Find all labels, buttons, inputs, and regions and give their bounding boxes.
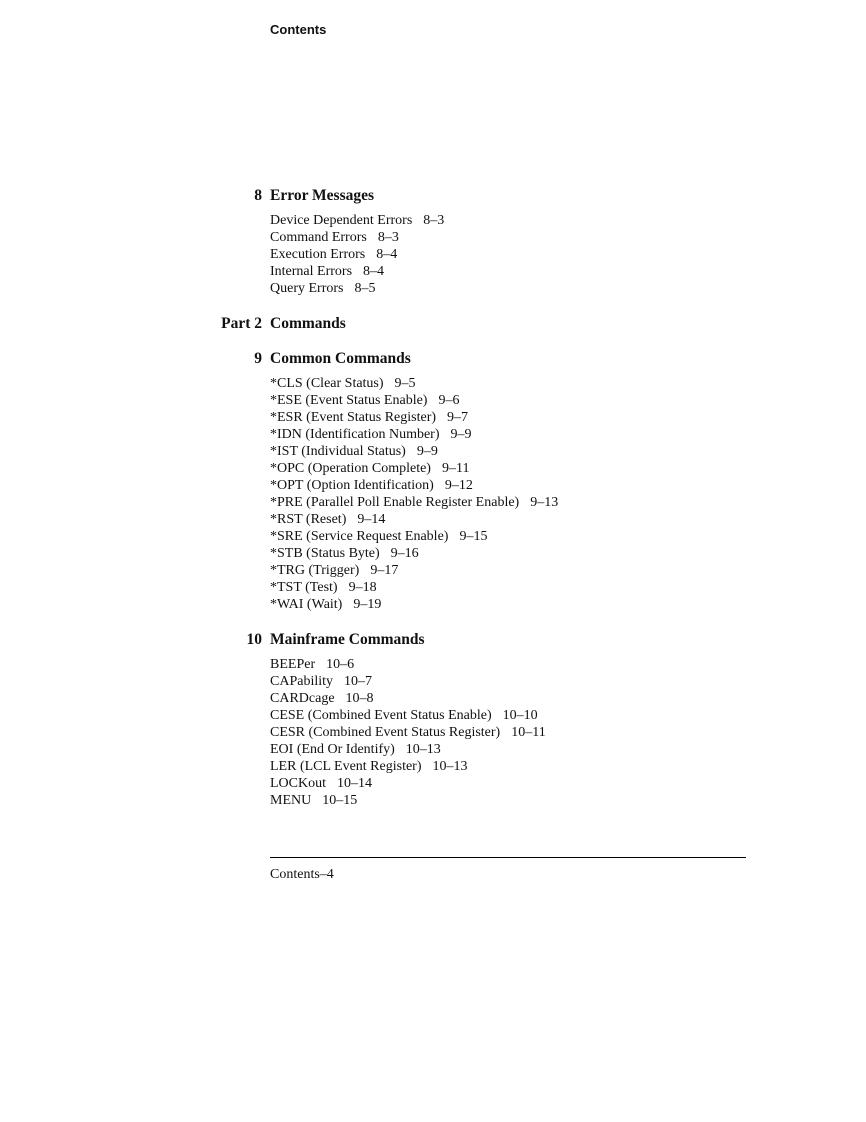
toc-entry bbox=[270, 596, 558, 613]
toc-entry bbox=[270, 775, 546, 792]
entry-title: BEEPer bbox=[270, 657, 316, 672]
toc-entry bbox=[270, 494, 558, 511]
entry-title: *IDN (Identification Number) bbox=[270, 427, 440, 442]
entry-title: LOCKout bbox=[270, 776, 326, 791]
entry-title: Command Errors bbox=[270, 230, 367, 245]
entry-title: *IST (Individual Status) bbox=[270, 444, 406, 459]
entry-title: *ESR (Event Status Register) bbox=[270, 410, 437, 425]
part-2 bbox=[0, 315, 866, 337]
entry-page: 9–16 bbox=[390, 546, 419, 561]
part-number: Part 2 bbox=[221, 315, 262, 332]
toc-entry-list bbox=[270, 375, 558, 613]
entry-title: *TST (Test) bbox=[270, 580, 338, 595]
entry-title: MENU bbox=[270, 793, 312, 808]
entry-page: 9–5 bbox=[394, 376, 416, 391]
toc-entry bbox=[270, 656, 546, 673]
toc-entry bbox=[270, 229, 444, 246]
entry-page: 10–6 bbox=[326, 657, 355, 672]
entry-page: 9–9 bbox=[416, 444, 438, 459]
entry-page: 10–15 bbox=[322, 793, 358, 808]
entry-title: Query Errors bbox=[270, 281, 344, 296]
entry-title: Internal Errors bbox=[270, 264, 353, 279]
toc-entry bbox=[270, 792, 546, 809]
toc-entry bbox=[270, 724, 546, 741]
running-header: Contents bbox=[270, 22, 327, 37]
entry-title: Execution Errors bbox=[270, 247, 366, 262]
entry-page: 8–4 bbox=[363, 264, 385, 279]
entry-page: 9–19 bbox=[353, 597, 382, 612]
toc-entry-list bbox=[270, 212, 444, 297]
entry-page: 9–15 bbox=[459, 529, 488, 544]
entry-title: *TRG (Trigger) bbox=[270, 563, 360, 578]
entry-title: CARDcage bbox=[270, 691, 335, 706]
chapter-title: Common Commands bbox=[270, 350, 411, 367]
entry-page: 9–13 bbox=[530, 495, 559, 510]
entry-page: 8–4 bbox=[376, 247, 398, 262]
toc-entry bbox=[270, 511, 558, 528]
toc-entry bbox=[270, 758, 546, 775]
part-heading bbox=[0, 315, 866, 337]
entry-title: EOI (End Or Identify) bbox=[270, 742, 395, 757]
footer-rule bbox=[270, 857, 746, 858]
entry-page: 9–17 bbox=[370, 563, 399, 578]
toc-entry bbox=[270, 409, 558, 426]
toc-entry bbox=[270, 562, 558, 579]
entry-title: *OPC (Operation Complete) bbox=[270, 461, 431, 476]
toc-entry bbox=[270, 690, 546, 707]
chapter-heading bbox=[0, 187, 866, 209]
entry-page: 10–7 bbox=[344, 674, 373, 689]
toc-entry bbox=[270, 443, 558, 460]
entry-page: 8–5 bbox=[354, 281, 376, 296]
chapter-8 bbox=[0, 187, 866, 296]
entry-title: LER (LCL Event Register) bbox=[270, 759, 422, 774]
toc-entry bbox=[270, 579, 558, 596]
chapter-heading bbox=[0, 631, 866, 653]
entry-title: *SRE (Service Request Enable) bbox=[270, 529, 449, 544]
toc-entry bbox=[270, 460, 558, 477]
toc-entry bbox=[270, 741, 546, 758]
toc-entry bbox=[270, 263, 444, 280]
chapter-heading bbox=[0, 350, 866, 372]
chapter-title: Mainframe Commands bbox=[270, 631, 425, 648]
chapter-10 bbox=[0, 631, 866, 808]
entry-title: Device Dependent Errors bbox=[270, 213, 413, 228]
entry-page: 10–14 bbox=[337, 776, 372, 791]
toc-entry-list bbox=[270, 656, 546, 809]
toc-entry bbox=[270, 528, 558, 545]
entry-page: 9–11 bbox=[441, 461, 470, 476]
page-number: Contents–4 bbox=[270, 867, 334, 882]
entry-page: 9–18 bbox=[348, 580, 377, 595]
entry-title: *CLS (Clear Status) bbox=[270, 376, 384, 391]
chapter-9 bbox=[0, 350, 866, 612]
toc-entry bbox=[270, 212, 444, 229]
chapter-number: 9 bbox=[254, 350, 262, 367]
entry-page: 9–12 bbox=[444, 478, 473, 493]
entry-page: 10–13 bbox=[432, 759, 468, 774]
entry-title: *RST (Reset) bbox=[270, 512, 347, 527]
entry-title: *ESE (Event Status Enable) bbox=[270, 393, 428, 408]
toc-entry bbox=[270, 545, 558, 562]
entry-title: *OPT (Option Identification) bbox=[270, 478, 434, 493]
toc-entry bbox=[270, 426, 558, 443]
entry-page: 10–13 bbox=[405, 742, 441, 757]
entry-page: 9–6 bbox=[438, 393, 460, 408]
toc-entry bbox=[270, 477, 558, 494]
entry-page: 10–10 bbox=[502, 708, 538, 723]
entry-title: CESE (Combined Event Status Enable) bbox=[270, 708, 492, 723]
chapter-number: 10 bbox=[246, 631, 262, 648]
entry-page: 8–3 bbox=[377, 230, 399, 245]
toc-entry bbox=[270, 375, 558, 392]
entry-page: 10–8 bbox=[345, 691, 374, 706]
entry-page: 9–9 bbox=[450, 427, 472, 442]
chapter-title: Error Messages bbox=[270, 187, 375, 204]
entry-title: *WAI (Wait) bbox=[270, 597, 343, 612]
entry-page: 9–7 bbox=[447, 410, 469, 425]
chapter-number: 8 bbox=[254, 187, 262, 204]
entry-page: 9–14 bbox=[357, 512, 386, 527]
toc-entry bbox=[270, 707, 546, 724]
toc-entry bbox=[270, 246, 444, 263]
part-title: Commands bbox=[270, 315, 346, 332]
entry-title: CAPability bbox=[270, 674, 334, 689]
entry-title: *STB (Status Byte) bbox=[270, 546, 380, 561]
entry-page: 10–11 bbox=[511, 725, 546, 740]
entry-title: CESR (Combined Event Status Register) bbox=[270, 725, 501, 740]
toc-entry bbox=[270, 673, 546, 690]
entry-title: *PRE (Parallel Poll Enable Register Enable) bbox=[270, 495, 520, 510]
toc-entry bbox=[270, 280, 444, 297]
toc-entry bbox=[270, 392, 558, 409]
entry-page: 8–3 bbox=[423, 213, 445, 228]
